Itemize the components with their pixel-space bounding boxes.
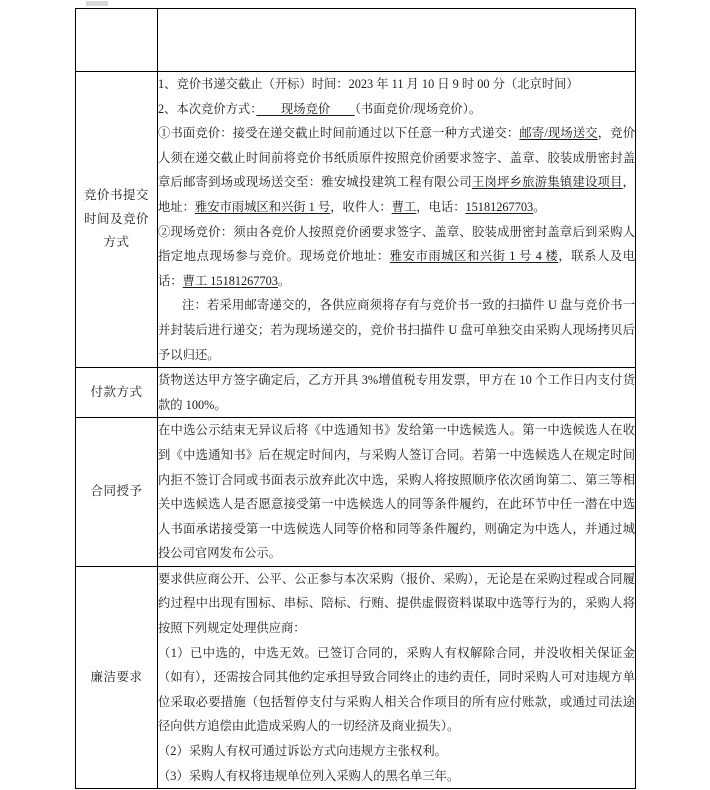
table-row	[76, 9, 636, 72]
table-row	[76, 418, 636, 567]
onsite-bid-prefix: ②现场竞价：须由各竞价人按照竞价函要求签字、盖章、胶装成册密封盖章后到采购人指定地点现场参与竞价。现场竞价地址：	[158, 224, 635, 264]
onsite-bid-contact: 曹工 15181267703	[182, 273, 278, 288]
bid-method-suffix: （书面竞价/现场竞价）。	[354, 101, 482, 116]
written-bid-recipient: 曹工	[391, 199, 417, 214]
row-label-blank	[76, 9, 158, 72]
row-body-blank	[158, 9, 636, 72]
paragraph-bid-method	[158, 97, 635, 122]
page-corner-mark	[86, 1, 108, 6]
row-body-bid-submission	[158, 72, 636, 368]
bid-method-value: 现场竞价	[256, 101, 355, 116]
written-bid-project: 王岗坪乡旅游集镇建设项目	[471, 175, 623, 190]
paragraph-written-bid	[158, 121, 635, 219]
row-body-payment-method	[158, 368, 636, 418]
paragraph-usb-note: 注：若采用邮寄递交的，各供应商须将存有与竞价书一致的扫描件 U 盘与竞价书一并封装后进行递交；若为现场递交的，竞价书扫描件 U 盘可单独交由采购人现场拷贝后予以归还。	[158, 298, 635, 362]
paragraph-integrity-intro: 要求供应商公开、公平、公正参与本次采购（报价、采购），无论是在采购过程或合同履约过程中出现有围标、串标、陪标、行贿、提供虚假资料谋取中选等行为的，采购人将按照下列规定处理供应商：	[158, 571, 635, 636]
row-label-line: 时间及竞价	[83, 211, 149, 226]
written-bid-delivery: 邮寄/现场送交	[519, 126, 598, 141]
row-label-bid-submission	[76, 72, 158, 368]
written-bid-address: 雅安市雨城区和兴街 1 号	[194, 199, 331, 214]
row-body-integrity-requirements	[158, 566, 636, 788]
paragraph-deadline: 1、竞价书递交截止（开标）时间：2023 年 11 月 10 日 9 时 00 分（北京时间）	[158, 77, 579, 91]
bid-method-prefix: 2、本次竞价方式：	[158, 101, 257, 116]
written-bid-text-5: 。	[533, 199, 546, 214]
row-label-integrity-requirements: 廉洁要求	[76, 566, 158, 788]
written-bid-text-1: ，竞价人须在递交截止时间前将竞价书纸质原件按照竞价函要求签字、盖章、胶装成册密封盖章后邮寄到场或现场送交至：雅安城投建筑工程有限公司	[158, 126, 635, 190]
row-label-line: 竞价书提交	[83, 187, 149, 202]
table-row	[76, 368, 636, 418]
table-row	[76, 566, 636, 788]
procurement-terms-table	[75, 8, 636, 789]
table-row	[76, 72, 636, 368]
row-body-contract-award	[158, 418, 636, 567]
paragraph-integrity-item-3: （3）采购人有权将违规单位列入采购人的黑名单三年。	[158, 768, 460, 783]
written-bid-prefix: ①书面竞价：接受在递交截止时间前通过以下任意一种方式递交：	[158, 126, 520, 141]
row-label-payment-method: 付款方式	[76, 368, 158, 418]
paragraph-contract-award: 在中选公示结束无异议后将《中选通知书》发给第一中选候选人。第一中选候选人在收到《中选通知书》后在规定时间内，与采购人签订合同。若第一中选候选人在规定时间内拒不签订合同或书面表示放弃此次中选，采购人将按照顺序依次函询第二、第三等相关中选候选人是否愿意接受第一中选候选人的同等条件履约，在此环节中任一潜在中选人书面承诺接受第一中选候选人同等价格和同等条件履约，则确定为中选人，并通过城投公司官网发布公示。	[158, 423, 635, 561]
paragraph-integrity-item-1: （1）已中选的，中选无效。已签订合同的，采购人有权解除合同，并没收相关保证金（如有），还需按合同其他约定承担导致合同终止的违约责任，同时采购人可对违规方单位采取必要措施（包括暂停支付与采购人相关合作项目的所有应付账款，或通过司法途径向供方追偿由此造成采购人的一切经济及商业损失）。	[158, 645, 635, 734]
written-bid-phone: 15181267703	[465, 199, 534, 214]
written-bid-text-2: ，地址：	[158, 175, 635, 214]
written-bid-text-3: ，收件人：	[330, 199, 392, 214]
row-label-line: 方式	[103, 235, 130, 250]
paragraph-payment: 货物送达甲方签字确定后，乙方开具 3%增值税专用发票，甲方在 10 个工作日内支付货款的 100%。	[158, 373, 635, 412]
paragraph-integrity-item-2: （2）采购人有权可通过诉讼方式向违规方主张权利。	[158, 744, 447, 759]
row-label-contract-award: 合同授予	[76, 418, 158, 567]
written-bid-text-4: ，电话：	[416, 199, 466, 214]
onsite-bid-address: 雅安市雨城区和兴街 1 号 4 楼	[389, 249, 559, 264]
onsite-bid-text-2: 。	[277, 273, 291, 288]
paragraph-onsite-bid	[158, 220, 635, 294]
onsite-bid-text-1: ，联系人及电话：	[158, 249, 635, 288]
